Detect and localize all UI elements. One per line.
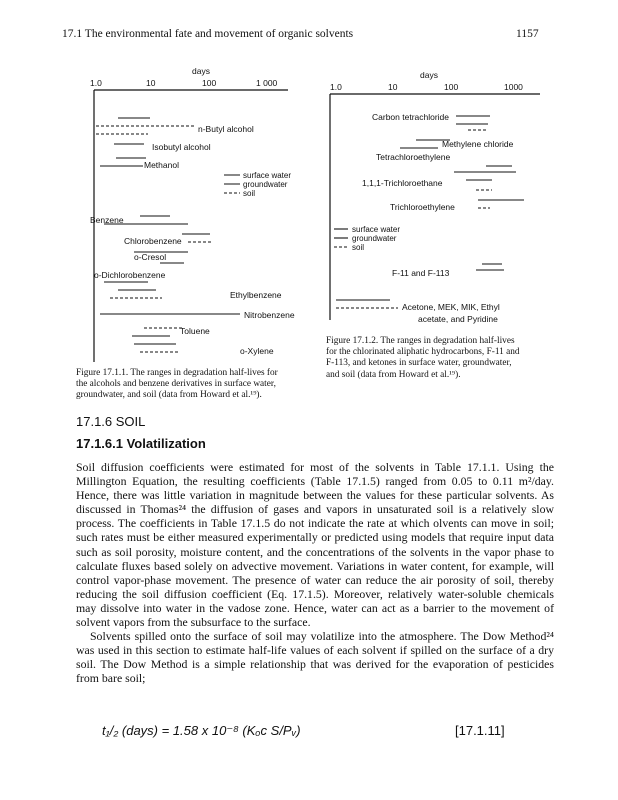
axis-title: days xyxy=(192,66,210,76)
compound-label: o-Dichlorobenzene xyxy=(94,270,166,280)
legend-soil: soil xyxy=(352,243,365,252)
equation: t₁/₂ (days) = 1.58 x 10⁻⁸ (Kₒc S/Pᵥ) xyxy=(102,723,301,738)
page-number: 1157 xyxy=(516,28,539,40)
tick-label: 1.0 xyxy=(330,82,342,92)
equation-number: [17.1.11] xyxy=(455,723,505,738)
compound-label: Methylene chloride xyxy=(442,139,514,149)
compound-label: Nitrobenzene xyxy=(244,310,295,320)
axis-title: days xyxy=(420,70,438,80)
compound-label: Acetone, MEK, MIK, Ethyl xyxy=(402,302,500,312)
compound-label: Chlorobenzene xyxy=(124,236,182,246)
legend-surface: surface water xyxy=(243,171,292,180)
compound-label: Trichloroethylene xyxy=(390,202,455,212)
tick-label: 100 xyxy=(202,78,217,88)
tick-label: 10 xyxy=(146,78,156,88)
range-bars xyxy=(96,118,240,352)
compound-label: F-11 and F-113 xyxy=(392,268,450,278)
tick-label: 100 xyxy=(444,82,459,92)
running-header: 17.1 The environmental fate and movement of organic solvents xyxy=(62,28,354,40)
tick-label: 1 000 xyxy=(256,78,278,88)
compound-label: Tetrachloroethylene xyxy=(376,152,451,162)
compound-label: o-Cresol xyxy=(134,252,167,262)
figure-right xyxy=(326,68,546,330)
figure-left xyxy=(88,66,308,366)
tick-label: 1.0 xyxy=(90,78,102,88)
body-text xyxy=(76,460,554,686)
paragraph: Soil diffusion coefficients were estimated for most of the solvents in Table 17.1.1. Using the Millington Equation, the resulting coefficients (Table 17.1.5) ranged from 0.05 to 0.11 m²/day. Hence, there was little variation in magnitude between the values for these particular solvents. As discussed in Thomas²⁴ the diffusion of gases and vapors in unsaturated soil is a relatively slow process. The coefficients in Table 17.1.5 do not indicate the rate at which olvents can move in soil; such rates must be either measured experimentally or predicted using models that require input data such as soil porosity, moisture content, and the concentrations of the solvents in the vapor phase to calculate fluxes based solely on advective movement. Variations in water content, for example, will control vapor-phase movement. The presence of water can reduce the air porosity of soil, thereby reducing the soil diffusion coefficient (Eq. 17.1.5). Moreover, relatively water-soluble chemicals may dissolve into water in the vadose zone. Hence, water can act as a barrier to the movement of solvent vapors from the subsurface to the surface. xyxy=(76,460,554,630)
compound-label: Toluene xyxy=(180,326,210,336)
tick-label: 10 xyxy=(388,82,398,92)
compound-label: o-Xylene xyxy=(240,346,274,356)
compound-label: acetate, and Pyridine xyxy=(418,314,498,324)
compound-label: Methanol xyxy=(144,160,179,170)
section-heading: 17.1.6 SOIL xyxy=(76,414,146,429)
figure-right-caption: Figure 17.1.2. The ranges in degradation half-lives for the chlorinated aliphatic hydrocarbons, F-11 and F-113, and ketones in surface water, groundwater, and soil (data from Howard et al.¹⁹). xyxy=(326,336,520,380)
compound-label: Carbon tetrachloride xyxy=(372,112,450,122)
legend-ground: groundwater xyxy=(243,180,288,189)
compound-label: Ethylbenzene xyxy=(230,290,282,300)
paragraph: Solvents spilled onto the surface of soil may volatilize into the atmosphere. The Dow Method²⁴ was used in this section to estimate half-life values of each solvent if spilled on the surface of a dry soil. The Dow Method is a simple relationship that was derived for the evaporation of pesticides from bare soil; xyxy=(76,629,554,686)
legend-surface: surface water xyxy=(352,225,401,234)
figure-left-caption: Figure 17.1.1. The ranges in degradation half-lives for the alcohols and benzene derivatives in surface water, groundwater, and soil (data from Howard et al.¹⁹). xyxy=(76,368,278,401)
legend-soil: soil xyxy=(243,189,256,198)
subsection-heading: 17.1.6.1 Volatilization xyxy=(76,436,206,451)
tick-label: 1000 xyxy=(504,82,523,92)
compound-label: 1,1,1-Trichloroethane xyxy=(362,178,443,188)
compound-label: n-Butyl alcohol xyxy=(198,124,254,134)
compound-label: Isobutyl alcohol xyxy=(152,142,211,152)
legend-ground: groundwater xyxy=(352,234,397,243)
compound-label: Benzene xyxy=(90,215,124,225)
